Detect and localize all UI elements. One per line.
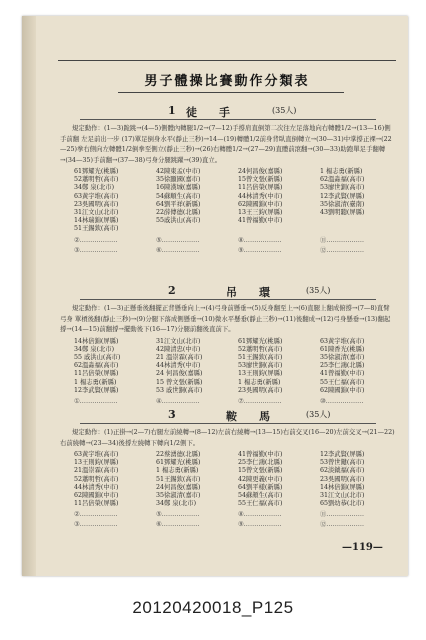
athlete-entry: 61鄧耀光(桃縣)	[74, 168, 119, 175]
athlete-entry: 52蕭明哲(高市)	[74, 475, 119, 483]
athlete-entry: 12李武賢(屏縣)	[320, 192, 365, 200]
page-number: —119—	[342, 542, 383, 553]
blank-entry: ⑥………………	[156, 521, 200, 529]
athlete-entry: 15曾文張(新縣)	[238, 467, 283, 475]
athlete-entry: 12李武賢(屏縣)	[74, 386, 119, 394]
athlete-entry: 41曾福勤(中市)	[238, 217, 283, 225]
athlete-entry: 1 楊志勇(新縣)	[320, 168, 363, 175]
athlete-entry: 53廖世銅(高市)	[238, 362, 283, 370]
section-name: 吊 環	[226, 286, 270, 299]
athlete-entry: 41曾福勤(中市)	[320, 370, 365, 378]
athlete-entry	[320, 225, 396, 233]
athlete-entry: 31江文山(北市)	[74, 209, 119, 217]
athlete-entry: 34鄭 泉(北市)	[156, 500, 197, 508]
athlete-entry: 41曾福勤(中市)	[238, 451, 283, 458]
section-count: (35人)	[272, 106, 297, 115]
athlete-entry: 62陳國錦(中市)	[320, 386, 365, 394]
athlete-entry: 22蔡湧德(北縣)	[156, 451, 201, 458]
blank-entry: ⑧………………	[238, 236, 282, 244]
athlete-grid	[74, 451, 396, 508]
athlete-entry: 61陳香光(桃縣)	[320, 345, 365, 353]
athlete-entry: 51王錫欽(高市)	[74, 225, 119, 233]
scanned-page	[22, 16, 408, 576]
blank-entry: ⑧………………	[238, 511, 282, 519]
blank-rows	[74, 510, 396, 530]
section-number: 1	[168, 104, 176, 117]
blank-entry: ⑫………………	[320, 246, 365, 254]
blank-entry: ⑪………………	[320, 511, 365, 519]
athlete-entry: 61鄧耀光(桃縣)	[238, 337, 283, 345]
athlete-entry: 25李仁鴻(北縣)	[238, 459, 283, 467]
athlete-grid	[74, 338, 396, 395]
blank-entry: ⑨………………	[238, 246, 282, 254]
athlete-entry: 44林清秀(中市)	[156, 362, 201, 370]
blank-entry: ⑥………………	[156, 246, 200, 254]
section-header	[60, 408, 396, 422]
athlete-entry: 63黃宇堆(高市)	[320, 337, 365, 345]
athlete-entry: 55王仁福(高市)	[238, 500, 283, 508]
image-caption: 20120420018_P125	[132, 598, 294, 617]
athlete-entry: 24何昌俊(嘉縣)	[156, 483, 201, 491]
athlete-entry: 42陳清忠(中市)	[156, 345, 201, 353]
athlete-entry: 1 楊志勇(新縣)	[74, 378, 117, 386]
athlete-entry: 15曾文張(新縣)	[238, 176, 283, 184]
athlete-entry: 61鄧耀光(桃縣)	[156, 459, 201, 467]
athlete-entry: 44林清秀(中市)	[74, 483, 119, 491]
athlete-entry: 25李仁鴻(北縣)	[320, 362, 365, 370]
athlete-entry: 52蕭明哲(高市)	[238, 345, 283, 353]
section-count: (35人)	[306, 286, 331, 295]
athlete-entry: 35徐淑清(臺南)	[320, 200, 365, 208]
section-pommel-horse	[60, 408, 396, 530]
athlete-grid	[74, 168, 396, 234]
athlete-entry: 21溫崇霖(高市)	[74, 467, 119, 475]
athlete-entry: 31江文山(北市)	[320, 492, 365, 500]
blank-entry: ⑪………………	[320, 236, 365, 244]
athlete-entry: 11呂倍榮(屏縣)	[238, 184, 283, 192]
athlete-entry: 55王仁福(高市)	[320, 378, 365, 386]
athlete-entry: 11呂倍榮(屏縣)	[74, 370, 119, 378]
athlete-entry	[156, 225, 232, 233]
athlete-entry: 21 溫崇霖(高市)	[156, 353, 203, 361]
athlete-entry: 62陳國錦(中市)	[238, 200, 283, 208]
athlete-entry: 65劉幼恭(北市)	[320, 500, 365, 508]
athlete-entry: 34鄭 泉(北市)	[74, 345, 115, 353]
athlete-entry: 44林清秀(中市)	[238, 192, 283, 200]
athlete-entry: 62淡鉞福(高市)	[320, 467, 365, 475]
athlete-entry	[320, 217, 396, 225]
athlete-entry: 53廖世釧(高市)	[320, 184, 365, 192]
blank-entry: ③………………	[74, 521, 118, 529]
athlete-entry: 54蘇顏生(高市)	[238, 492, 283, 500]
athlete-entry: 51王錫欽(高市)	[238, 353, 283, 361]
athlete-entry: 13王則鈞(屏縣)	[238, 370, 283, 378]
athlete-entry: 55 戚洪山(高市)	[74, 353, 121, 361]
athlete-entry: 11呂倍榮(屏縣)	[74, 500, 119, 508]
blank-entry: ⑫………………	[320, 521, 365, 529]
athlete-entry: 63黃宇堆(高市)	[74, 451, 119, 458]
athlete-entry: 24 何昌俊(嘉縣)	[156, 370, 203, 378]
athlete-entry: 35徐顯國(嘉市)	[156, 176, 201, 184]
athlete-entry: 53 戚世銅(高市)	[156, 386, 203, 394]
blank-entry: ④………………	[156, 397, 200, 405]
section-count: (35人)	[306, 410, 331, 419]
section-rules: 規定動作：(1—3)正懸垂後翻擺正背懸垂向上→(4)弓身前懸垂→(5)反身翻至上→(6)直腿上翻成俯撐→(7—8)直臂弓身 單槓後翻(靜止三秒)→(9)分腿下落成側懸垂→(10)微水平懸垂(靜止三秒)→(11)後翻成→(12)弓身懸垂→(13)翻起撐→(14—15)前翻撐→擺動後下(16—17)分腿前翻後直前下。	[60, 304, 391, 333]
section-name: 鞍 馬	[226, 410, 270, 423]
athlete-entry: 13王三鈞(屏縣)	[238, 209, 283, 217]
athlete-entry: 62陳國錦(中市)	[74, 492, 119, 500]
athlete-entry: 43劉明聽(屏縣)	[320, 209, 365, 217]
page-binding-shadow	[22, 16, 36, 576]
blank-entry: ⑩………………	[320, 397, 364, 405]
athlete-entry: 31江文山(北市)	[156, 337, 201, 345]
athlete-entry: 12李武賢(屏縣)	[320, 451, 365, 458]
blank-entry: ⑨………………	[238, 521, 282, 529]
blank-entry: ⑦………………	[238, 397, 282, 405]
blank-entry: ①………………	[74, 397, 118, 405]
section-header	[60, 104, 396, 118]
blank-entry: ⑤………………	[156, 236, 200, 244]
blank-entry: ②………………	[74, 236, 118, 244]
section-rings	[60, 284, 396, 407]
athlete-entry: 52蕭明哲(高市)	[74, 176, 119, 184]
section-name: 徒 手	[186, 106, 230, 119]
blank-rows	[74, 397, 396, 407]
athlete-entry	[238, 225, 314, 233]
athlete-entry: 23吳國明(高市)	[320, 475, 365, 483]
section-rules: 規定動作：(1—3)跪跳→(4—5)側體內轉腿1/2→(7—12)手撐肩直倒第二次往左足落地向右轉體1/2→(13—16)側手前翻 左足前出一步 (17)單足倒身水平(靜止三秒)→14—(19)轉體1/2前身背臥直倒轉立→(30—31)中掌撐正裸→(22—25)拳右側向左轉體1/2倒拳至側立(靜止三秒)→(26)右轉體1/2→(27—29)直體前滾翻→(30—33)助跑單足手翻轉→(34—35)手前翻→(37—38)弓身分腿跳躍→(39)直立。	[60, 124, 392, 164]
athlete-entry: 62溫淼福(高市)	[320, 176, 365, 184]
athlete-entry: 42陳東孟(中市)	[156, 168, 201, 175]
athlete-entry: 42陳更義(中市)	[238, 475, 283, 483]
athlete-entry: 1 楊志勇(新縣)	[238, 378, 281, 386]
section-rules: 規定動作：(1)正掛→(2—7)右腿左前繞轉→(8—12)左前右繞轉→(13—15)右前交叉(16—20)左前交叉→(21—22)右前繞轉→(23—34)後撐左繞轉下轉向1/2側下。	[60, 428, 395, 447]
blank-entry: ③………………	[74, 246, 118, 254]
athlete-entry: 35徐淑清(嘉市)	[320, 353, 365, 361]
athlete-entry: 23吳國明(高市)	[238, 386, 283, 394]
athlete-entry: 14林倍錦(屏縣)	[74, 337, 119, 345]
athlete-entry: 55戚洪山(高市)	[156, 217, 201, 225]
blank-entry: ②………………	[74, 511, 118, 519]
athlete-entry: 23吳國明(高市)	[74, 200, 119, 208]
athlete-entry: 16陳漢城(嘉縣)	[156, 184, 201, 192]
athlete-entry: 24何昌俊(嘉縣)	[238, 168, 283, 175]
athlete-entry: 64劉平祥(新縣)	[156, 200, 201, 208]
section-number: 3	[168, 408, 176, 421]
title-underline	[118, 92, 344, 93]
athlete-entry: 35徐淑清(嘉市)	[156, 492, 201, 500]
section-header	[60, 284, 396, 298]
athlete-entry: 1 楊志勇(新縣)	[156, 467, 199, 475]
athlete-entry: 64劉平樣(新縣)	[238, 483, 283, 491]
athlete-entry: 62溫淼福(高市)	[74, 362, 119, 370]
athlete-entry: 54蘇順生(高市)	[156, 192, 201, 200]
athlete-entry: 34鄭 泉(北市)	[74, 184, 115, 192]
section-number: 2	[168, 284, 176, 297]
athlete-entry: 13王則鈞(屏縣)	[74, 459, 119, 467]
athlete-entry: 51王錫欽(高市)	[156, 475, 201, 483]
athlete-entry: 53曾世鍵(高市)	[320, 459, 365, 467]
athlete-entry: 63黃宇堆(高市)	[74, 192, 119, 200]
top-rule	[58, 60, 396, 61]
athlete-entry: 14林倍錦(屏縣)	[320, 483, 365, 491]
athlete-entry: 22薛傳德(北縣)	[156, 209, 201, 217]
blank-rows	[74, 236, 396, 256]
athlete-entry: 14林瑞錦(屏縣)	[74, 217, 119, 225]
section-floor-exercise	[60, 104, 396, 256]
athlete-entry: 15 曾文張(新縣)	[156, 378, 203, 386]
page-title: 男子體操比賽動作分類表	[144, 74, 310, 89]
blank-entry: ⑤………………	[156, 511, 200, 519]
